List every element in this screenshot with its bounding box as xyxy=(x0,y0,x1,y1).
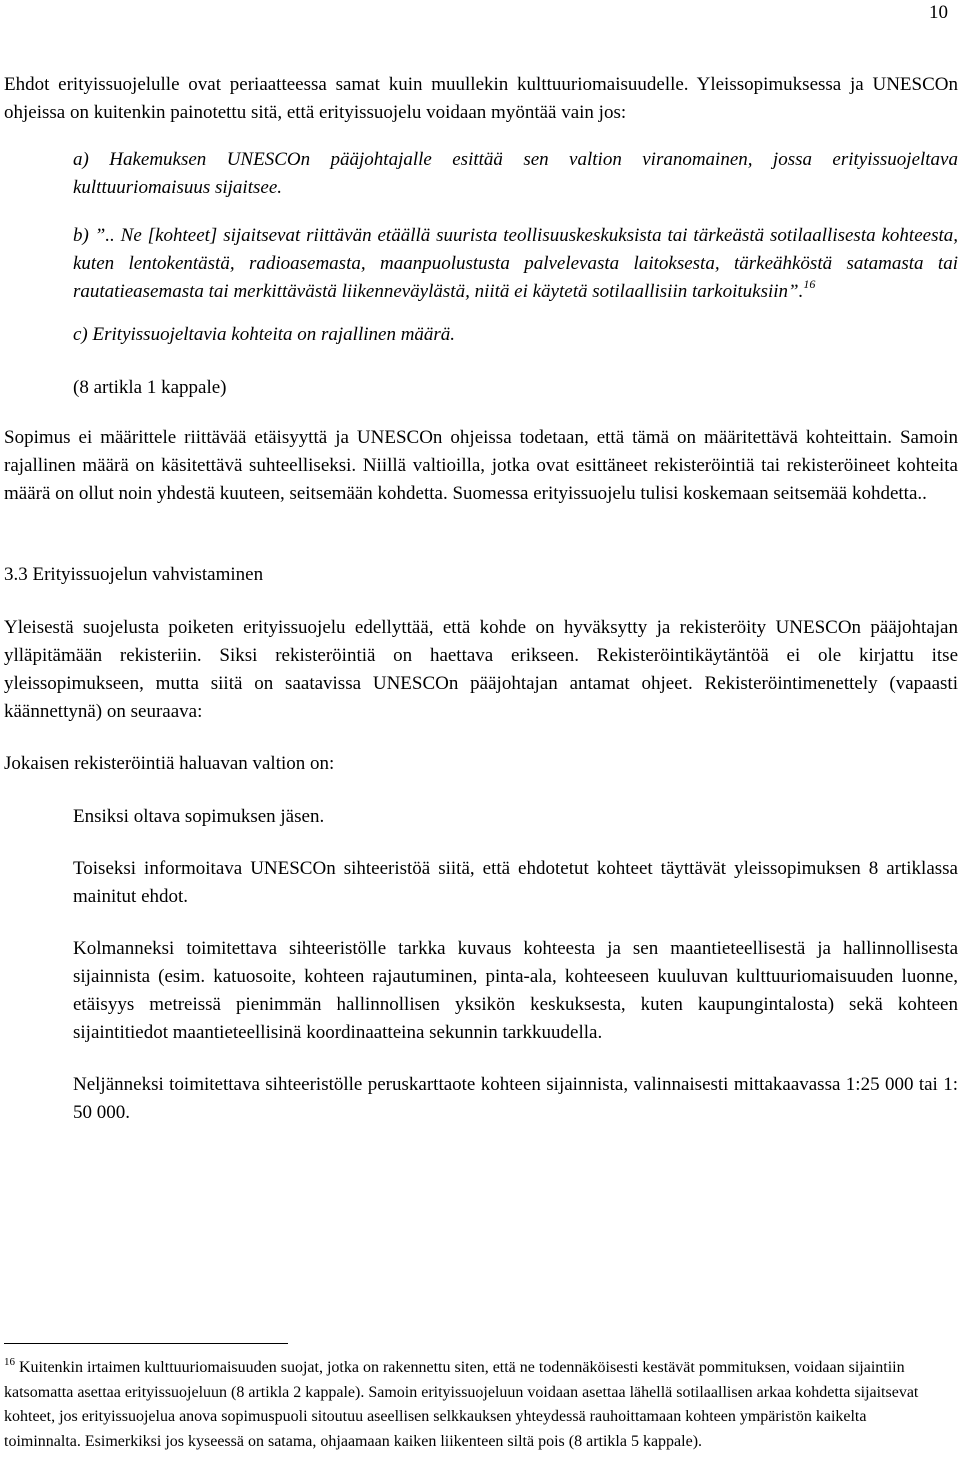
section-heading: 3.3 Erityissuojelun vahvistaminen xyxy=(4,564,264,585)
footnote xyxy=(4,1356,944,1454)
document-body xyxy=(4,71,958,1127)
step-second: Toiseksi informoitava UNESCOn sihteeristöä siitä, että ehdotetut kohteet täyttävät yleissopimuksen 8 artiklassa mainitut ehdot. xyxy=(73,858,958,907)
article-reference: (8 artikla 1 kappale) xyxy=(73,377,227,398)
page-number: 10 xyxy=(929,2,948,23)
condition-c: c) Erityissuojeltavia kohteita on rajallinen määrä. xyxy=(73,324,456,345)
step-fourth: Neljänneksi toimitettava sihteeristölle peruskarttaote kohteen sijainnista, valinnaisesti mittakaavassa 1:25 000 tai 1: 50 000. xyxy=(73,1074,958,1123)
condition-b xyxy=(73,222,958,306)
footnote-divider xyxy=(4,1343,288,1344)
paragraph-requirements: Jokaisen rekisteröintiä haluavan valtion on: xyxy=(4,753,335,774)
footnote-text: Kuitenkin irtaimen kulttuuriomaisuuden suojat, jotka on rakennettu siten, että ne todennäköisesti kestävät pommituksen, voidaan sijaintiin katsomatta asettaa erityissuojeluun (8 artikla 2 kappale). Samoin erityissuojeluun voidaan asettaa lähellä sotilaallisen arkaa kohdetta sijaitsevat kohteet, jos erityissuojelua anova sopimuspuoli sitoutuu aseellisen selkkauksen yhteydessä rauhoittamaan kohteen ympäristön kaikelta toiminnalta. Esimerkiksi jos kyseessä on satama, ohjaamaan kaiken liikenteen siltä pois (8 artikla 5 kappale). xyxy=(4,1359,919,1450)
step-third: Kolmanneksi toimitettava sihteeristölle tarkka kuvaus kohteesta ja sen maantieteellisestä ja hallinnollisesta sijainnista (esim. katuosoite, kohteen rajautuminen, pinta-ala, kohteeseen kuuluvan kulttuuriomaisuuden luonne, etäisyys metreissä pienimmän hallinnollisen yksikön keskuksesta, kuten kaupungintalosta) sekä kohteen sijaintitiedot maantieteellisinä koordinaatteina sekunnin tarkkuudella. xyxy=(73,938,958,1043)
footnote-number: 16 xyxy=(4,1356,15,1368)
condition-b-text: b) ”.. Ne [kohteet] sijaitsevat riittävän etäällä suurista teollisuuskeskuksista tai tärkeästä sotilaallisesta kohteesta, kuten lentokentästä, radioasemasta, maanpuolustusta palvelevasta laitoksesta, tärkeähköstä satamasta tai rautatieasemasta tai merkittävästä liikenneväylästä, niitä ei käytetä sotilaallisiin tarkoituksiin”. xyxy=(73,225,958,302)
paragraph-distance: Sopimus ei määrittele riittävää etäisyyttä ja UNESCOn ohjeissa todetaan, että tämä on määritettävä kohteittain. Samoin rajallinen määrä on käsitettävä suhteelliseksi. Niillä valtioilla, jotka ovat esittäneet rekisteröintiä tai rekisteröineet kohteita määrä on ollut noin yhdestä kuuteen, seitsemään kohdetta. Suomessa erityissuojelu tulisi koskemaan seitsemää kohdetta.. xyxy=(4,427,958,504)
step-first: Ensiksi oltava sopimuksen jäsen. xyxy=(73,806,325,827)
footnote-ref: 16 xyxy=(803,277,816,291)
intro-paragraph: Ehdot erityissuojelulle ovat periaatteessa samat kuin muullekin kulttuuriomaisuudelle. Yleissopimuksessa ja UNESCOn ohjeissa on kuitenkin painotettu sitä, että erityissuojelu voidaan myöntää vain jos: xyxy=(4,74,958,123)
footnote-paragraph xyxy=(4,1356,944,1454)
condition-a: a) Hakemuksen UNESCOn pääjohtajalle esittää sen valtion viranomainen, jossa erityissuojeltava kulttuuriomaisuus sijaitsee. xyxy=(73,149,958,198)
paragraph-registration: Yleisestä suojelusta poiketen erityissuojelu edellyttää, että kohde on hyväksytty ja rekisteröity UNESCOn pääjohtajan ylläpitämään rekisteriin. Siksi rekisteröintiä on haettava erikseen. Rekisteröintikäytäntöä ei ole kirjattu itse yleissopimukseen, mutta siitä on saatavissa UNESCOn pääjohtajan antamat ohjeet. Rekisteröintimenettely (vapaasti käännettynä) on seuraava: xyxy=(4,617,958,722)
